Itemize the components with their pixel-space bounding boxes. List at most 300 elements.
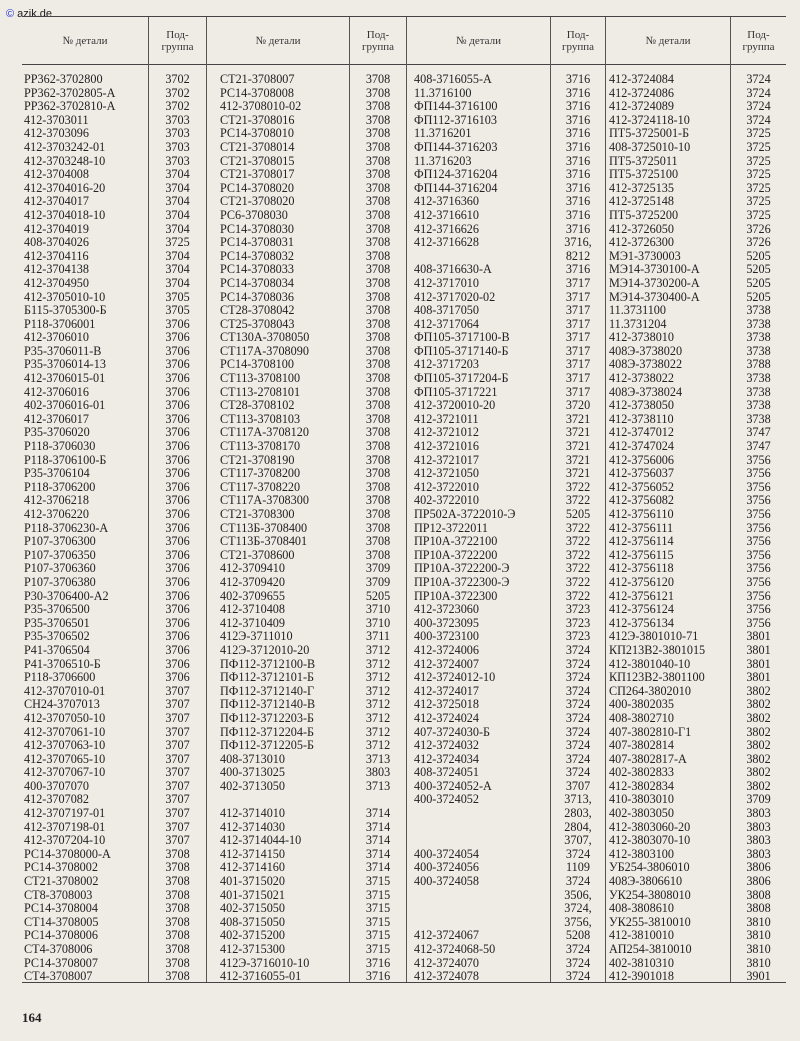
subgroup-cell: 3738 <box>746 399 771 413</box>
subgroup-cell: 3724 <box>565 847 591 861</box>
part-number-cell: 412-3720010-20 <box>414 399 496 413</box>
part-number-cell: РС14-3708010 <box>220 127 294 141</box>
part-number-cell: 412-3721017 <box>414 453 479 467</box>
part-number-cell: 412-3710409 <box>220 616 285 630</box>
subgroup-cell: 3716 <box>565 168 591 182</box>
part-number-cell: Р107-3706380 <box>24 575 96 589</box>
part-number-cell: 412-3756134 <box>609 616 674 630</box>
part-number-cell: РР362-3702810-А <box>24 100 116 114</box>
subgroup-cell: 3705 <box>165 304 190 318</box>
subgroup-cell: 3708 <box>165 847 190 861</box>
part-number-column-2 <box>220 73 348 984</box>
subgroup-cell: 5205 <box>565 508 591 521</box>
subgroup-cell: 3716 <box>565 154 591 168</box>
part-number-cell: ФП105-3717221 <box>414 385 498 399</box>
part-number-cell: ФП105-3717204-Б <box>414 372 509 386</box>
subgroup-cell: 3708 <box>165 888 190 902</box>
part-number-cell: 412-3721012 <box>414 426 479 440</box>
page-number: 164 <box>22 1010 42 1025</box>
part-number-cell: 412-3724086 <box>609 86 674 100</box>
subgroup-cell: 3708 <box>365 276 391 290</box>
subgroup-cell: 3756 <box>746 467 771 481</box>
subgroup-cell: 3707 <box>165 684 190 698</box>
subgroup-cell: 5205 <box>746 249 771 263</box>
part-number-cell: 412-3703242-01 <box>24 140 106 154</box>
part-number-cell: ПТ5-3725001-Б <box>609 127 690 141</box>
part-number-cell: 412-3723060 <box>414 603 479 617</box>
part-number-cell: 412-3703248-10 <box>24 154 106 168</box>
subgroup-cell: 3724 <box>746 86 771 100</box>
part-number-cell: 412-3756111 <box>609 521 674 535</box>
subgroup-cell: 3712 <box>365 684 391 698</box>
part-number-cell: ФП144-3716204 <box>414 181 498 195</box>
part-number-cell: КП123В2-3801100 <box>609 671 705 685</box>
subgroup-cell: 3802 <box>746 725 771 739</box>
subgroup-cell: 3725 <box>746 154 771 168</box>
subgroup-cell: 3708 <box>365 426 391 440</box>
subgroup-cell: 3707 <box>165 711 190 725</box>
subgroup-cell: 3738 <box>746 372 771 386</box>
part-number-cell: МЭ14-3730400-А <box>609 290 700 304</box>
part-number-column-1 <box>24 73 146 984</box>
subgroup-cell: 3723 <box>565 603 591 617</box>
subgroup-cell: 3704 <box>165 195 190 209</box>
part-number-cell: 412-3714010 <box>220 807 285 821</box>
part-number-cell: МЭ1-3730003 <box>609 249 681 263</box>
part-number-cell: 412-3738050 <box>609 399 674 413</box>
part-number-cell: СТ14-3708005 <box>24 915 99 929</box>
part-number-cell: 412-3716055-01 <box>220 970 302 984</box>
part-number-cell: 412-3704138 <box>24 263 89 277</box>
part-number-cell: 412-3707010-01 <box>24 684 106 698</box>
part-number-cell: 412-3708010-02 <box>220 100 302 114</box>
subgroup-cell: 3704 <box>165 276 190 290</box>
subgroup-cell: 3717 <box>565 372 591 386</box>
part-number-cell: 412-3801040-10 <box>609 657 691 671</box>
part-number-cell: 11.3731204 <box>609 317 667 331</box>
subgroup-cell: 3721 <box>565 412 591 426</box>
subgroup-cell: 3708 <box>365 154 391 168</box>
subgroup-cell: 3803 <box>746 847 771 861</box>
subgroup-cell: 3716 <box>565 222 591 236</box>
subgroup-cell: 3707 <box>165 766 190 780</box>
subgroup-cell: 3708 <box>165 915 190 929</box>
subgroup-cell: 3724 <box>746 113 771 127</box>
subgroup-cell: 3708 <box>365 412 391 426</box>
part-number-cell: 412-3707204-10 <box>24 834 106 848</box>
part-number-cell: РС14-3708004 <box>24 902 98 916</box>
part-number-cell: 400-3724052-А <box>414 779 492 793</box>
subgroup-cell: 3707 <box>165 834 190 848</box>
part-number-cell: 412-3721050 <box>414 467 479 481</box>
column-divider <box>605 17 606 982</box>
subgroup-cell: 3724 <box>565 752 591 766</box>
subgroup-cell: 3702 <box>165 86 190 100</box>
part-number-cell: 412-3724034 <box>414 752 479 766</box>
part-number-cell: МЭ14-3730100-А <box>609 263 700 277</box>
part-number-cell: 412-3706010 <box>24 331 89 345</box>
part-number-cell: 412-3724118-10 <box>609 113 690 127</box>
subgroup-cell: 3756, <box>564 915 592 929</box>
part-number-cell: 410-3803010 <box>609 793 674 807</box>
part-number-cell: ФП112-3716103 <box>414 113 497 127</box>
copyright-symbol: © <box>6 8 15 20</box>
subgroup-cell: 3708 <box>365 535 391 549</box>
subgroup-cell: 3704 <box>165 181 190 195</box>
subgroup-cell: 3706 <box>165 317 190 331</box>
part-number-cell: 408Э-3806610 <box>609 875 683 889</box>
subgroup-cell: 3725 <box>746 195 771 209</box>
subgroup-cell: 3708 <box>365 100 391 114</box>
part-number-cell: КП213В2-3801015 <box>609 643 706 657</box>
part-number-cell: 400-3724056 <box>414 861 479 875</box>
subgroup-cell: 3724, <box>564 902 592 916</box>
part-number-cell: ПР10А-3722300 <box>414 589 498 603</box>
subgroup-cell: 3716 <box>365 956 391 970</box>
part-number-cell: 408-3713010 <box>220 752 285 766</box>
header-subgroup-2: Под- группа <box>361 28 395 53</box>
subgroup-cell: 3724 <box>565 684 591 698</box>
part-number-cell: 401-3715021 <box>220 888 285 902</box>
subgroup-cell: 3802 <box>746 698 771 712</box>
part-number-cell: 412-3716628 <box>414 236 479 250</box>
part-number-cell: 402-3715200 <box>220 929 285 943</box>
subgroup-cell: 3716 <box>565 86 591 100</box>
part-number-cell: Р35-3706014-13 <box>24 358 106 372</box>
subgroup-cell: 3725 <box>746 181 771 195</box>
subgroup-cell: 3706 <box>165 440 190 454</box>
subgroup-cell: 3721 <box>565 453 591 467</box>
subgroup-cell: 3721 <box>565 426 591 440</box>
subgroup-cell: 3708 <box>365 372 391 386</box>
part-number-cell: 412-3756120 <box>609 575 674 589</box>
subgroup-cell: 3706 <box>165 399 190 413</box>
part-number-cell: 412-3703096 <box>24 127 89 141</box>
part-number-cell: 412-3717064 <box>414 317 479 331</box>
part-number-cell: 412-3704116 <box>24 249 89 263</box>
part-number-cell: 412-3706015-01 <box>24 372 106 386</box>
part-number-cell: 412-3724070 <box>414 956 479 970</box>
subgroup-cell: 3738 <box>746 331 771 345</box>
subgroup-cell: 3708 <box>365 290 391 304</box>
subgroup-cell: 2803, <box>564 807 592 821</box>
subgroup-cell: 3708 <box>365 181 391 195</box>
subgroup-cell: 3806 <box>746 875 771 889</box>
part-number-cell: СТ117-3708220 <box>220 480 301 494</box>
subgroup-cell: 3716 <box>565 208 591 222</box>
part-number-cell <box>414 807 549 821</box>
subgroup-cell: 3722 <box>565 589 591 603</box>
subgroup-cell: 3708 <box>365 399 391 413</box>
subgroup-cell: 3708 <box>365 73 391 86</box>
part-number-cell: 412-3724012-10 <box>414 671 496 685</box>
subgroup-cell: 3706 <box>165 494 190 508</box>
subgroup-cell: 3706 <box>165 412 190 426</box>
subgroup-cell: 3708 <box>365 453 391 467</box>
part-number-cell: СТ21-3708190 <box>220 453 295 467</box>
subgroup-cell: 5205 <box>365 589 391 603</box>
subgroup-column-4 <box>731 73 786 984</box>
subgroup-cell: 3708 <box>165 875 190 889</box>
subgroup-cell: 3738 <box>746 317 771 331</box>
part-number-cell: СТ117А-3708090 <box>220 344 309 358</box>
part-number-cell: РС14-3708034 <box>220 276 294 290</box>
subgroup-cell: 3710 <box>365 603 391 617</box>
subgroup-cell: 3705 <box>165 290 190 304</box>
subgroup-cell: 3706 <box>165 426 190 440</box>
part-number-cell: 402-3803050 <box>609 807 674 821</box>
subgroup-cell: 3709 <box>365 562 391 576</box>
part-number-cell: ПТ5-3725100 <box>609 168 679 182</box>
subgroup-cell: 3706 <box>165 589 190 603</box>
subgroup-cell: 3706 <box>165 344 190 358</box>
part-number-cell: Р30-3706400-А2 <box>24 589 109 603</box>
subgroup-cell: 3803 <box>746 820 771 834</box>
part-number-cell: МЭ14-3730200-А <box>609 276 700 290</box>
part-number-cell: СТ21-3708300 <box>220 508 295 521</box>
subgroup-cell: 3716 <box>565 100 591 114</box>
part-number-cell: 412-3714150 <box>220 847 285 861</box>
part-number-cell: СН24-3707013 <box>24 698 100 712</box>
part-number-cell: 412-3803070-10 <box>609 834 691 848</box>
subgroup-cell: 3756 <box>746 521 771 535</box>
subgroup-cell: 3802 <box>746 711 771 725</box>
part-number-cell: 412-3714160 <box>220 861 285 875</box>
subgroup-cell: 3712 <box>365 739 391 753</box>
part-number-cell: 400-3713025 <box>220 766 285 780</box>
subgroup-cell: 3738 <box>746 412 771 426</box>
part-number-cell: 402-3709655 <box>220 589 285 603</box>
part-number-cell: СТ113-3708103 <box>220 412 301 426</box>
part-number-cell: СП264-3802010 <box>609 684 691 698</box>
part-number-cell: 412-3707067-10 <box>24 766 106 780</box>
subgroup-cell: 3722 <box>565 521 591 535</box>
subgroup-cell: 5205 <box>746 290 771 304</box>
part-number-cell: РС14-3708033 <box>220 263 294 277</box>
part-number-cell: Р35-3706011-В <box>24 344 102 358</box>
part-number-cell: Р35-3706020 <box>24 426 90 440</box>
part-number-cell: 412-3704018-10 <box>24 208 106 222</box>
part-number-cell: СТ25-3708043 <box>220 317 295 331</box>
part-number-cell: СТ4-3708007 <box>24 970 93 984</box>
part-number-cell: РС14-3708100 <box>220 358 294 372</box>
subgroup-cell: 3704 <box>165 168 190 182</box>
subgroup-cell: 3724 <box>565 725 591 739</box>
subgroup-cell: 3708 <box>365 236 391 250</box>
part-number-cell: СТ113-3708170 <box>220 440 301 454</box>
subgroup-cell: 3704 <box>165 263 190 277</box>
subgroup-cell: 3708 <box>165 929 190 943</box>
subgroup-cell: 3706 <box>165 480 190 494</box>
subgroup-cell: 3803 <box>746 834 771 848</box>
part-number-cell: СТ113-3708100 <box>220 372 301 386</box>
part-number-cell: ПР502А-3722010-Э <box>414 508 516 521</box>
subgroup-cell: 3756 <box>746 508 771 521</box>
part-number-cell: 11.3731100 <box>609 304 666 318</box>
part-number-cell: Р35-3706104 <box>24 467 90 481</box>
part-number-cell: 400-3802035 <box>609 698 674 712</box>
subgroup-cell: 3708 <box>365 331 391 345</box>
subgroup-cell: 3756 <box>746 535 771 549</box>
part-number-cell: 412-3716360 <box>414 195 479 209</box>
part-number-cell: 400-3724052 <box>414 793 479 807</box>
subgroup-cell: 3715 <box>365 929 391 943</box>
subgroup-cell: 3756 <box>746 575 771 589</box>
part-number-cell: РС14-3708036 <box>220 290 294 304</box>
subgroup-cell: 3724 <box>565 657 591 671</box>
subgroup-cell: 3724 <box>565 698 591 712</box>
parts-table <box>22 16 786 983</box>
part-number-cell: 412-3725018 <box>414 698 479 712</box>
part-number-cell: 412-3738110 <box>609 412 674 426</box>
subgroup-cell: 3708 <box>365 249 391 263</box>
subgroup-cell: 3747 <box>746 440 771 454</box>
part-number-cell: 412-3703011 <box>24 113 89 127</box>
part-number-cell: 412-3705010-10 <box>24 290 106 304</box>
subgroup-cell: 3715 <box>365 943 391 956</box>
part-number-cell: 412-3726300 <box>609 236 674 250</box>
part-number-cell: 412-3704016-20 <box>24 181 106 195</box>
subgroup-cell: 3708 <box>365 344 391 358</box>
subgroup-cell: 3725 <box>746 208 771 222</box>
part-number-cell: 412-3724032 <box>414 739 479 753</box>
part-number-cell: РС14-3708007 <box>24 956 98 970</box>
subgroup-cell: 3756 <box>746 562 771 576</box>
subgroup-cell: 3706 <box>165 630 190 644</box>
subgroup-cell: 3756 <box>746 453 771 467</box>
part-number-cell: 11.3716203 <box>414 154 472 168</box>
part-number-cell: 401-3715020 <box>220 875 285 889</box>
part-number-cell: Б115-3705300-Б <box>24 304 107 318</box>
part-number-cell: РР362-3702800 <box>24 73 103 86</box>
subgroup-cell: 3722 <box>565 548 591 562</box>
part-number-cell: 412-3724068-50 <box>414 943 496 956</box>
subgroup-cell: 3724 <box>746 73 771 86</box>
subgroup-cell: 3702 <box>165 100 190 114</box>
header-part-no-3: № детали <box>455 34 502 47</box>
part-number-cell: 407-3802817-А <box>609 752 687 766</box>
part-number-cell: 412-3710408 <box>220 603 285 617</box>
part-number-cell: 412-3901018 <box>609 970 674 984</box>
part-number-cell: 412-3707082 <box>24 793 89 807</box>
part-number-cell: 412-3722010 <box>414 480 479 494</box>
subgroup-cell: 3723 <box>565 616 591 630</box>
part-number-cell: 408-3704026 <box>24 236 89 250</box>
subgroup-cell: 3716 <box>565 181 591 195</box>
subgroup-cell: 3712 <box>365 671 391 685</box>
header-part-no-2: № детали <box>255 34 301 47</box>
subgroup-cell: 1109 <box>566 861 590 875</box>
subgroup-cell: 3708 <box>365 440 391 454</box>
part-number-cell: 412-3707063-10 <box>24 739 106 753</box>
part-number-cell: ФП124-3716204 <box>414 168 498 182</box>
part-number-cell: 412-3706218 <box>24 494 89 508</box>
part-number-cell: 412-3756124 <box>609 603 674 617</box>
part-number-cell <box>414 902 549 916</box>
part-number-cell: 412-3756006 <box>609 453 674 467</box>
part-number-cell: РС14-3708002 <box>24 861 98 875</box>
subgroup-cell: 3704 <box>165 222 190 236</box>
subgroup-cell: 3708 <box>365 222 391 236</box>
part-number-cell: 412-3707197-01 <box>24 807 106 821</box>
subgroup-cell: 3716 <box>565 127 591 141</box>
subgroup-cell: 3704 <box>165 208 190 222</box>
subgroup-cell: 3724 <box>565 943 591 956</box>
part-number-cell: 412-3709420 <box>220 575 285 589</box>
part-number-cell: СТ117А-3708300 <box>220 494 309 508</box>
part-number-cell: 412-3716610 <box>414 208 479 222</box>
subgroup-cell: 3801 <box>746 630 771 644</box>
part-number-cell: СТ21-3708015 <box>220 154 295 168</box>
subgroup-cell: 3708 <box>165 956 190 970</box>
part-number-cell: РС6-3708030 <box>220 208 288 222</box>
part-number-cell: РР362-3702805-А <box>24 86 116 100</box>
subgroup-cell: 3708 <box>365 168 391 182</box>
part-number-cell: 400-3724054 <box>414 847 479 861</box>
subgroup-cell: 3708 <box>165 902 190 916</box>
subgroup-cell: 2804, <box>564 820 592 834</box>
subgroup-cell: 5205 <box>746 276 771 290</box>
part-number-cell: СТ28-3708042 <box>220 304 295 318</box>
part-number-cell: 412-3724017 <box>414 684 479 698</box>
subgroup-cell: 3714 <box>365 807 391 821</box>
subgroup-cell: 3703 <box>165 113 190 127</box>
part-number-cell <box>414 821 549 835</box>
part-number-cell: 412-3715300 <box>220 943 285 956</box>
subgroup-cell: 3756 <box>746 589 771 603</box>
part-number-cell: 402-3722010 <box>414 494 479 508</box>
part-number-cell: 412-3704950 <box>24 276 89 290</box>
subgroup-cell: 3706 <box>165 603 190 617</box>
subgroup-cell: 3802 <box>746 779 771 793</box>
part-number-cell: 407-3802810-Г1 <box>609 725 692 739</box>
part-number-cell: 408-3724051 <box>414 766 479 780</box>
part-number-cell: 412-3756082 <box>609 494 674 508</box>
subgroup-cell: 3788 <box>746 358 771 372</box>
subgroup-cell: 3707 <box>165 807 190 821</box>
subgroup-cell: 3708 <box>365 494 391 508</box>
part-number-cell: 400-3723095 <box>414 616 479 630</box>
table-header <box>22 17 786 65</box>
part-number-cell <box>414 250 549 264</box>
part-number-cell: 402-3802833 <box>609 766 674 780</box>
part-number-cell: СТ8-3708003 <box>24 888 93 902</box>
part-number-cell: УБ254-3806010 <box>609 861 690 875</box>
part-number-cell: 400-3724058 <box>414 875 479 889</box>
subgroup-cell: 3801 <box>746 671 771 685</box>
subgroup-cell: 3722 <box>565 535 591 549</box>
part-number-cell: 408-3716630-А <box>414 263 492 277</box>
subgroup-cell: 3712 <box>365 698 391 712</box>
part-number-cell: ПР10А-3722300-Э <box>414 575 510 589</box>
part-number-cell: 412-3714044-10 <box>220 834 302 848</box>
subgroup-cell: 3722 <box>565 575 591 589</box>
subgroup-cell: 3802 <box>746 739 771 753</box>
subgroup-cell: 3716 <box>565 263 591 277</box>
part-number-cell: 402-3713050 <box>220 779 285 793</box>
subgroup-cell: 3725 <box>165 236 190 250</box>
part-number-cell: РС14-3708008 <box>220 86 294 100</box>
part-number-cell: ФП105-3717100-В <box>414 331 510 345</box>
subgroup-cell: 3717 <box>565 317 591 331</box>
part-number-cell: 412-3802834 <box>609 779 674 793</box>
part-number-cell: ПФ112-3712140-В <box>220 698 316 712</box>
part-number-cell: 408-3716055-А <box>414 73 492 86</box>
part-number-cell: 407-3724030-Б <box>414 725 491 739</box>
subgroup-cell: 3706 <box>165 385 190 399</box>
part-number-cell: 412-3725148 <box>609 195 674 209</box>
part-number-cell: 408Э-3738020 <box>609 344 683 358</box>
